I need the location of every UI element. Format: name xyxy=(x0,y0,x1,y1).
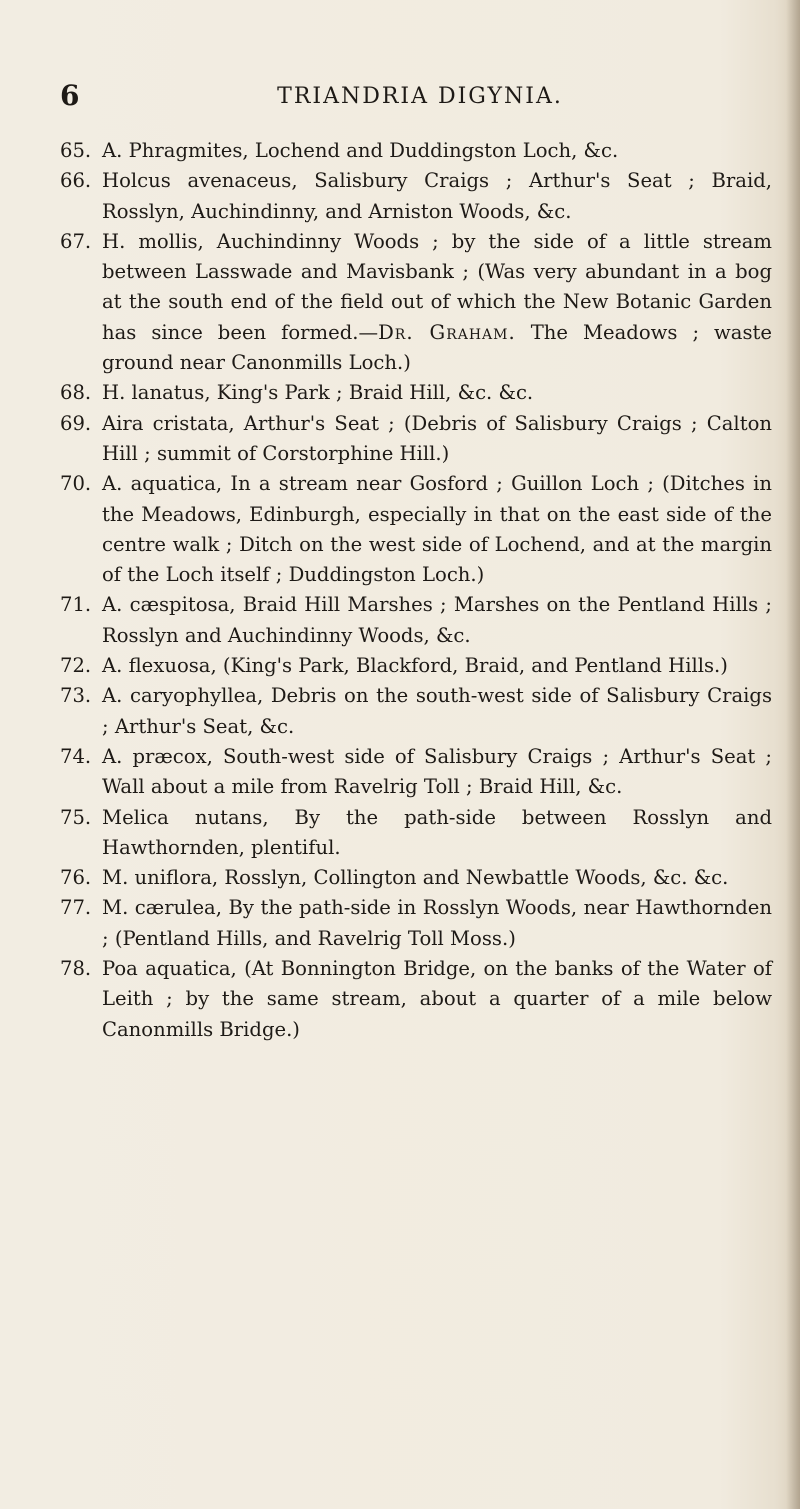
entry-number: 70. xyxy=(60,472,92,496)
species-entry-72 xyxy=(60,651,772,681)
species-entry-68 xyxy=(60,378,772,408)
species-list xyxy=(60,136,772,1045)
entry-text: M. uniflora, Rosslyn, Collington and Newbattle Woods, &c. &c. xyxy=(102,866,729,890)
page-number: 6 xyxy=(60,79,80,112)
species-entry-69 xyxy=(60,409,772,470)
species-entry-73 xyxy=(60,681,772,742)
entry-text: A. præcox, South-west side of Salisbury Craigs ; Arthur's Seat ; Wall about a mile from Ravelrig Toll ; Braid Hill, &c. xyxy=(102,744,772,799)
entry-text: A. Phragmites, Lochend and Duddingston Loch, &c. xyxy=(102,139,619,162)
entry-text: A. caryophyllea, Debris on the south-west side of Salisbury Craigs ; Arthur's Seat, &c. xyxy=(102,684,772,738)
entry-text: M. cærulea, By the path-side in Rosslyn Woods, near Hawthornden ; (Pentland Hills, and Ravelrig Toll Moss.) xyxy=(102,896,772,950)
species-entry-75 xyxy=(60,803,772,864)
entry-number: 78. xyxy=(60,957,92,981)
entry-number: 74. xyxy=(60,744,92,768)
species-entry-78 xyxy=(60,954,772,1045)
entry-number: 69. xyxy=(60,411,92,435)
entry-number: 73. xyxy=(60,684,92,708)
entry-text: A. flexuosa, (King's Park, Blackford, Braid, and Pentland Hills.) xyxy=(102,654,728,678)
entry-number: 75. xyxy=(60,805,92,829)
entry-text-continued: The Meadows ; waste ground near Canonmills Loch.) xyxy=(102,320,772,375)
entry-number: 66. xyxy=(60,169,92,193)
species-entry-77 xyxy=(60,893,772,954)
species-entry-67 xyxy=(60,227,772,378)
running-title: TRIANDRIA DIGYNIA. xyxy=(277,84,563,109)
author-citation: Dr. Graham. xyxy=(378,320,516,344)
entry-text: A. aquatica, In a stream near Gosford ; Guillon Loch ; (Ditches in the Meadows, Edinburgh, especially in that on the east side of the centre walk ; Ditch on the west side of Lochend, and at the margin of the Loch itself ; Duddingston Loch.) xyxy=(102,472,772,587)
entry-text: Poa aquatica, (At Bonnington Bridge, on the banks of the Water of Leith ; by the same stream, about a quarter of a mile below Canonmills Bridge.) xyxy=(102,957,772,1041)
entry-number: 76. xyxy=(60,866,92,890)
entry-text: Holcus avenaceus, Salisbury Craigs ; Arthur's Seat ; Braid, Rosslyn, Auchindinny, and Arniston Woods, &c. xyxy=(102,169,772,223)
entry-text: Aira cristata, Arthur's Seat ; (Debris of Salisbury Craigs ; Calton Hill ; summit of Corstorphine Hill.) xyxy=(102,411,772,465)
page-header xyxy=(0,78,800,114)
entry-number: 72. xyxy=(60,654,92,678)
entry-text: H. lanatus, King's Park ; Braid Hill, &c. &c. xyxy=(102,381,534,405)
species-entry-66 xyxy=(60,166,772,227)
species-entry-76 xyxy=(60,863,772,893)
entry-text: H. mollis, Auchindinny Woods ; by the side of a little stream between Lasswade and Mavisbank ; (Was very abundant in a bog at the south end of the field out of which the New Botanic Garden has since been formed.— xyxy=(102,229,772,344)
entry-number: 71. xyxy=(60,593,92,617)
entry-number: 67. xyxy=(60,229,92,253)
page-edge-shadow xyxy=(786,0,800,1509)
entry-number: 77. xyxy=(60,896,92,920)
entry-number: 65. xyxy=(60,139,92,162)
entry-text: A. cæspitosa, Braid Hill Marshes ; Marshes on the Pentland Hills ; Rosslyn and Auchindinny Woods, &c. xyxy=(102,593,772,647)
species-entry-71 xyxy=(60,590,772,651)
species-entry-65 xyxy=(60,136,772,166)
entry-number: 68. xyxy=(60,381,92,405)
species-entry-70 xyxy=(60,469,772,590)
species-entry-74 xyxy=(60,742,772,803)
entry-text: Melica nutans, By the path-side between Rosslyn and Hawthornden, plentiful. xyxy=(102,805,772,859)
